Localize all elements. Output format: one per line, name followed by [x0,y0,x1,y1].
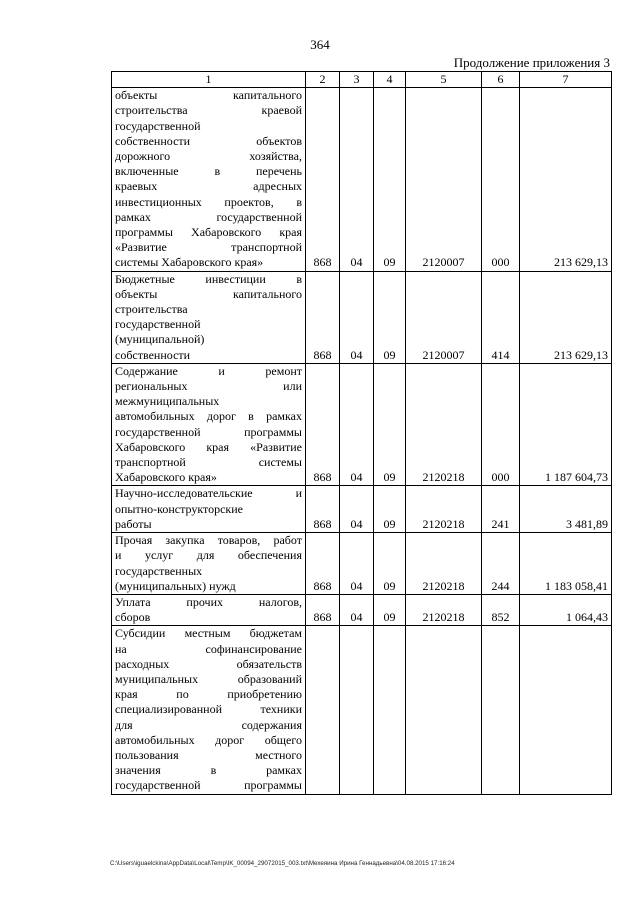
description-line: программы Хабаровского края [115,225,302,240]
description-line: и услуг для обеспечения [115,548,302,563]
description-line: расходных обязательств [115,656,302,671]
description-line: региональных или [115,379,302,394]
section-code: 04 [340,271,374,363]
section-code: 04 [340,594,374,625]
description-line: (муниципальных) нужд [115,578,236,593]
amount: 213 629,13 [520,271,612,363]
row-description [112,363,306,486]
expense-type-code: 414 [482,271,520,363]
subsection-code: 09 [374,88,406,271]
description-line: государственной [115,317,201,332]
column-header: 3 [340,72,374,88]
target-article-code: 2120007 [406,271,482,363]
row-description [112,486,306,533]
expense-type-code [482,626,520,794]
column-header: 4 [374,72,406,88]
description-line: включенные в перечень [115,164,302,179]
section-code: 04 [340,533,374,595]
file-path-footer: C:\Users\iguaelckina\AppData\Local\Temp\IK_00094_29072015_003.txt\Мехеяина Ирина Геннадьевна\04.08.2015 17:16:24 [110,860,455,867]
description-line: собственности объектов [115,133,302,148]
description-line: Содержание и ремонт [115,363,302,378]
description-line: строительства [115,302,188,317]
target-article-code: 2120218 [406,363,482,486]
column-header: 5 [406,72,482,88]
amount: 1 187 604,73 [520,363,612,486]
subsection-code: 09 [374,363,406,486]
table-row [112,594,612,625]
description-line: краевых адресных [115,179,302,194]
description-line: Субсидии местным бюджетам [115,626,302,641]
description-line: «Развитие транспортной [115,240,302,255]
description-line: Уплата прочих налогов, [115,594,302,609]
ministry-code: 868 [306,88,340,271]
expense-type-code: 000 [482,88,520,271]
description-line: государственной [115,118,201,133]
table-row [112,271,612,363]
table-row [112,626,612,794]
target-article-code [406,626,482,794]
description-line: межмуниципальных [115,394,220,409]
ministry-code: 868 [306,271,340,363]
description-line: автомобильных дорог в рамках [115,409,302,424]
description-line: собственности [115,347,191,362]
description-line: строительства краевой [115,103,302,118]
amount: 3 481,89 [520,486,612,533]
description-line: государственной программы [115,424,302,439]
section-code: 04 [340,88,374,271]
target-article-code: 2120007 [406,88,482,271]
description-line: работы [115,516,152,531]
amount [520,626,612,794]
target-article-code: 2120218 [406,486,482,533]
description-line: Бюджетные инвестиции в [115,271,302,286]
description-line: дорожного хозяйства, [115,149,302,164]
ministry-code: 868 [306,533,340,595]
description-line: рамках государственной [115,209,302,224]
description-line: транспортной системы [115,455,302,470]
page-number: 364 [310,37,330,52]
column-header: 2 [306,72,340,88]
ministry-code: 868 [306,486,340,533]
description-line: края по приобретению [115,687,302,702]
table-row [112,486,612,533]
row-description [112,271,306,363]
description-line: сборов [115,610,151,625]
description-line: Хабаровского края» [115,470,217,485]
description-line: на софинансирование [115,641,302,656]
description-line: значения в рамках [115,763,302,778]
header-row [112,72,612,88]
description-line: Прочая закупка товаров, работ [115,533,302,548]
expense-type-code: 241 [482,486,520,533]
description-line: Хабаровского края «Развитие [115,439,302,454]
section-code: 04 [340,363,374,486]
description-line: государственных [115,563,203,578]
continuation-caption: Продолжение приложения 3 [453,55,610,70]
description-line: (муниципальной) [115,332,205,347]
column-header: 6 [482,72,520,88]
table-row [112,533,612,595]
description-line: объекты капитального [115,88,302,103]
amount: 1 183 058,41 [520,533,612,595]
description-line: инвестиционных проектов, в [115,194,302,209]
description-line: специализированной техники [115,702,302,717]
description-line: для содержания [115,717,302,732]
description-line: пользования местного [115,747,302,762]
target-article-code: 2120218 [406,533,482,595]
row-description [112,626,306,794]
subsection-code: 09 [374,594,406,625]
row-description [112,88,306,271]
expense-type-code: 852 [482,594,520,625]
amount: 213 629,13 [520,88,612,271]
description-line: объекты капитального [115,286,302,301]
ministry-code: 868 [306,363,340,486]
target-article-code: 2120218 [406,594,482,625]
subsection-code [374,626,406,794]
table-row [112,88,612,271]
subsection-code: 09 [374,271,406,363]
description-line: государственной программы [115,778,302,793]
row-description [112,594,306,625]
table-row [112,363,612,486]
expense-type-code: 000 [482,363,520,486]
ministry-code: 868 [306,594,340,625]
subsection-code: 09 [374,533,406,595]
subsection-code: 09 [374,486,406,533]
expense-type-code: 244 [482,533,520,595]
row-description [112,533,306,595]
section-code [340,626,374,794]
description-line: Научно-исследовательские и [115,486,302,501]
amount: 1 064,43 [520,594,612,625]
column-header: 7 [520,72,612,88]
description-line: системы Хабаровского края» [115,255,264,270]
description-line: автомобильных дорог общего [115,732,302,747]
description-line: опытно-конструкторские [115,501,244,516]
budget-table [111,71,612,795]
section-code: 04 [340,486,374,533]
column-header: 1 [112,72,306,88]
ministry-code [306,626,340,794]
description-line: муниципальных образований [115,671,302,686]
